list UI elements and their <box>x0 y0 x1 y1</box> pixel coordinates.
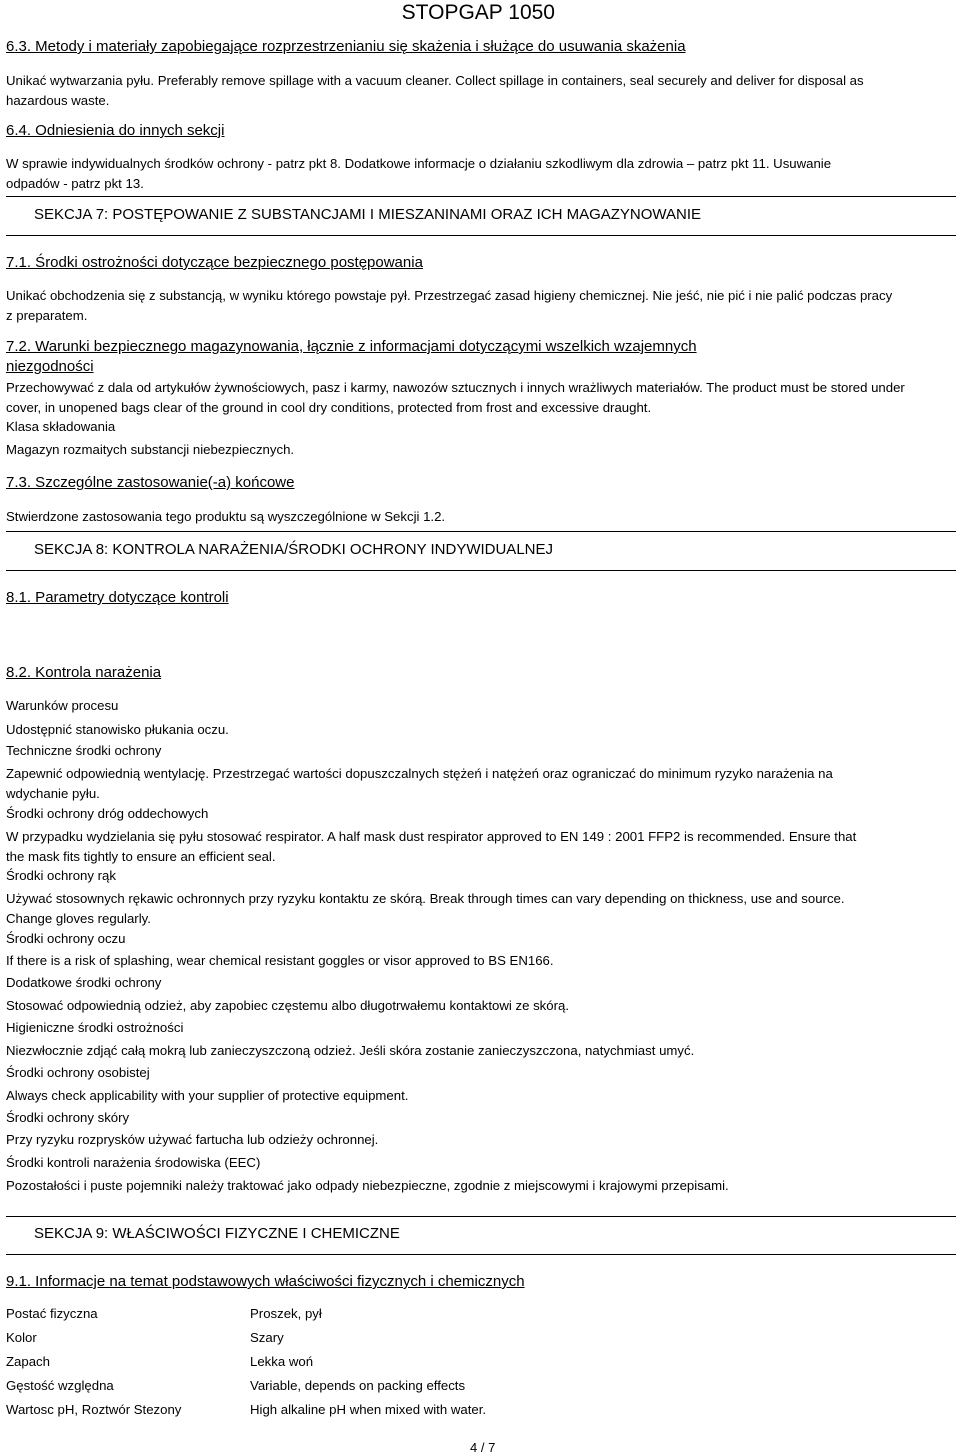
heading-7-2: 7.2. Warunki bezpiecznego magazynowania, łącznie z informacjami dotyczącymi wszelkich wzajemnych niezgodności <box>6 338 697 375</box>
heading-9-1: 9.1. Informacje na temat podstawowych właściwości fizycznych i chemicznych <box>6 1273 525 1290</box>
property-row <box>6 1378 906 1400</box>
property-name: Gęstość względna <box>6 1378 114 1393</box>
text-engineering-controls: Zapewnić odpowiednią wentylację. Przestrzegać wartości dopuszczalnych stężeń i natężeń oraz ograniczać do minimum ryzyko narażenia na wdychanie pyłu. <box>6 766 833 801</box>
heading-6-4: 6.4. Odniesienia do innych sekcji <box>6 122 225 139</box>
label-hand-protection: Środki ochrony rąk <box>6 868 116 883</box>
text-skin-protection: Przy ryzyku rozprysków używać fartucha lub odzieży ochronnej. <box>6 1132 379 1147</box>
property-name: Zapach <box>6 1354 50 1369</box>
storage-class-label: Klasa składowania <box>6 419 116 434</box>
text-7-1: Unikać obchodzenia się z substancją, w wyniku którego powstaje pył. Przestrzegać zasad higieny chemicznej. Nie jeść, nie pić i nie palić podczas pracy z preparatem. <box>6 288 893 323</box>
text-6-4: W sprawie indywidualnych środków ochrony - patrz pkt 8. Dodatkowe informacje o działaniu szkodliwym dla zdrowia – patrz pkt 11. Usuwanie odpadów - patrz pkt 13. <box>6 156 832 191</box>
property-name: Postać fizyczna <box>6 1306 98 1321</box>
section-8-title: SEKCJA 8: KONTROLA NARAŻENIA/ŚRODKI OCHRONY INDYWIDUALNEJ <box>34 541 553 558</box>
property-value: Lekka woń <box>250 1354 314 1369</box>
property-row <box>6 1330 906 1352</box>
label-other-protection: Dodatkowe środki ochrony <box>6 975 162 990</box>
text-personal-protection: Always check applicability with your supplier of protective equipment. <box>6 1088 409 1103</box>
property-name: Wartosc pH, Roztwór Stezony <box>6 1402 182 1417</box>
document-title: STOPGAP 1050 <box>401 1 555 24</box>
label-respiratory-protection: Środki ochrony dróg oddechowych <box>6 806 209 821</box>
heading-7-1: 7.1. Środki ostrożności dotyczące bezpiecznego postępowania <box>6 254 423 271</box>
text-hygiene-measures: Niezwłocznie zdjąć całą mokrą lub zanieczyszczoną odzież. Jeśli skóra zostanie zanieczyszczona, natychmiast umyć. <box>6 1043 695 1058</box>
section-9-header <box>6 1216 956 1255</box>
label-skin-protection: Środki ochrony skóry <box>6 1110 130 1125</box>
text-7-3: Stwierdzone zastosowania tego produktu są wyszczególnione w Sekcji 1.2. <box>6 509 446 524</box>
section-7-title: SEKCJA 7: POSTĘPOWANIE Z SUBSTANCJAMI I MIESZANINAMI ORAZ ICH MAGAZYNOWANIE <box>34 206 702 223</box>
label-hygiene-measures: Higieniczne środki ostrożności <box>6 1020 184 1035</box>
text-environmental-controls: Pozostałości i puste pojemniki należy traktować jako odpady niebezpieczne, zgodnie z miejscowymi i krajowymi przepisami. <box>6 1178 729 1193</box>
text-other-protection: Stosować odpowiednią odzież, aby zapobiec częstemu albo długotrwałemu kontaktowi ze skórą. <box>6 998 569 1013</box>
heading-8-2: 8.2. Kontrola narażenia <box>6 664 162 681</box>
section-9-title: SEKCJA 9: WŁAŚCIWOŚCI FIZYCZNE I CHEMICZNE <box>34 1225 400 1242</box>
storage-class-text: Magazyn rozmaitych substancji niebezpiecznych. <box>6 442 295 457</box>
text-respiratory-protection: W przypadku wydzielania się pyłu stosować respirator. A half mask dust respirator approved to EN 149 : 2001 FFP2 is recommended. Ensure that the mask fits tightly to ensure an efficient seal. <box>6 829 857 864</box>
text-eye-protection: If there is a risk of splashing, wear chemical resistant goggles or visor approved to BS EN166. <box>6 953 554 968</box>
page-number: 4 / 7 <box>470 1440 496 1455</box>
property-row <box>6 1306 906 1328</box>
property-row <box>6 1354 906 1376</box>
section-7-header <box>6 196 956 236</box>
label-process-conditions: Warunków procesu <box>6 698 119 713</box>
text-7-2: Przechowywać z dala od artykułów żywnościowych, pasz i karmy, nawozów sztucznych i innych wrażliwych materiałów. The product must be stored under cover, in unopened bags clear of the ground in cool dry conditions, protected from frost and excessive draught. <box>6 380 905 415</box>
text-6-3: Unikać wytwarzania pyłu. Preferably remove spillage with a vacuum cleaner. Collect spillage in containers, seal securely and deliver for disposal as hazardous waste. <box>6 73 864 108</box>
property-value: Szary <box>250 1330 284 1345</box>
heading-7-3: 7.3. Szczególne zastosowanie(-a) końcowe <box>6 474 295 491</box>
section-8-header <box>6 531 956 571</box>
text-process-conditions: Udostępnić stanowisko płukania oczu. <box>6 722 229 737</box>
property-row <box>6 1402 906 1424</box>
heading-8-1: 8.1. Parametry dotyczące kontroli <box>6 589 229 606</box>
text-hand-protection: Używać stosownych rękawic ochronnych przy ryzyku kontaktu ze skórą. Break through times can vary depending on thickness, use and source. Change gloves regularly. <box>6 891 845 926</box>
label-environmental-controls: Środki kontroli narażenia środowiska (EEC) <box>6 1155 261 1170</box>
heading-6-3: 6.3. Metody i materiały zapobiegające rozprzestrzenianiu się skażenia i służące do usuwania skażenia <box>6 38 686 55</box>
property-value: Proszek, pył <box>250 1306 322 1321</box>
property-value: Variable, depends on packing effects <box>250 1378 466 1393</box>
label-eye-protection: Środki ochrony oczu <box>6 931 126 946</box>
label-personal-protection: Środki ochrony osobistej <box>6 1065 150 1080</box>
property-value: High alkaline pH when mixed with water. <box>250 1402 487 1417</box>
label-engineering-controls: Techniczne środki ochrony <box>6 743 162 758</box>
property-name: Kolor <box>6 1330 37 1345</box>
